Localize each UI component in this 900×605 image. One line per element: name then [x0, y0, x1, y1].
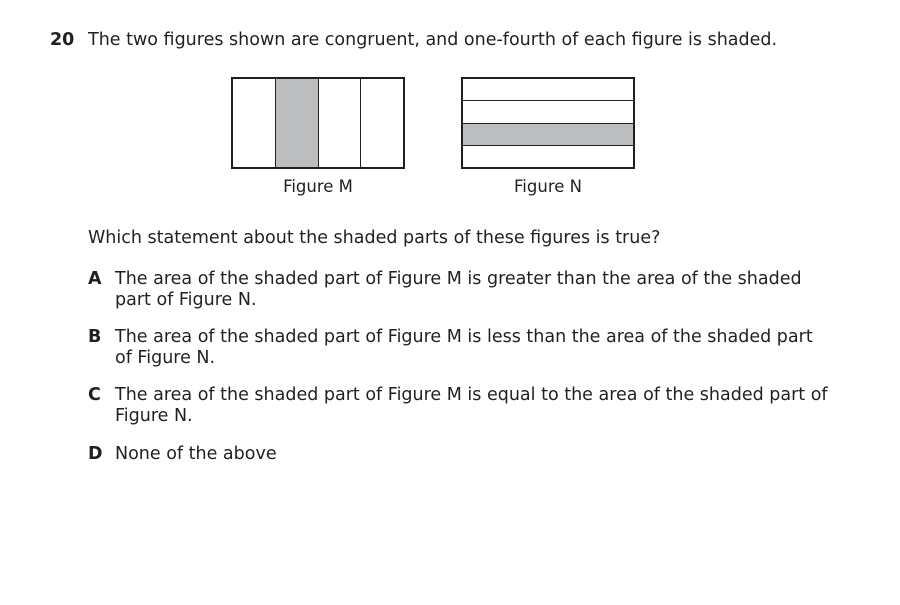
- figure-m-part: [318, 79, 361, 167]
- question-header: [50, 29, 777, 51]
- figure-n-shaded-part: [463, 123, 633, 145]
- option-text: The area of the shaded part of Figure M is equal to the area of the shaded part of Figure N.: [115, 385, 828, 426]
- option-text: The area of the shaded part of Figure M is less than the area of the shaded part of Figure N.: [115, 327, 813, 368]
- option-text: The area of the shaded part of Figure M is greater than the area of the shaded part of Figure N.: [115, 269, 802, 310]
- answer-option-b[interactable]: [88, 327, 828, 369]
- answer-option-d[interactable]: [88, 444, 828, 465]
- figure-m-part: [233, 79, 275, 167]
- option-letter: D: [88, 444, 103, 464]
- option-text: None of the above: [115, 444, 277, 464]
- question-number: 20: [50, 30, 75, 50]
- figure-n-part: [463, 79, 633, 100]
- answer-option-a[interactable]: [88, 269, 828, 311]
- figure-m-label: Figure M: [283, 177, 353, 196]
- figure-n-part: [463, 145, 633, 167]
- option-letter: A: [88, 269, 102, 289]
- figure-m: [231, 77, 405, 169]
- figure-n-part: [463, 100, 633, 122]
- figure-n-label: Figure N: [514, 177, 582, 196]
- figure-m-shaded-part: [275, 79, 318, 167]
- figure-n: [461, 77, 635, 169]
- option-letter: C: [88, 385, 101, 405]
- option-letter: B: [88, 327, 102, 347]
- figure-m-part: [360, 79, 403, 167]
- question-prompt: Which statement about the shaded parts of these figures is true?: [88, 228, 661, 248]
- answer-option-c[interactable]: [88, 385, 828, 427]
- question-stem: The two figures shown are congruent, and one-fourth of each figure is shaded.: [88, 30, 778, 50]
